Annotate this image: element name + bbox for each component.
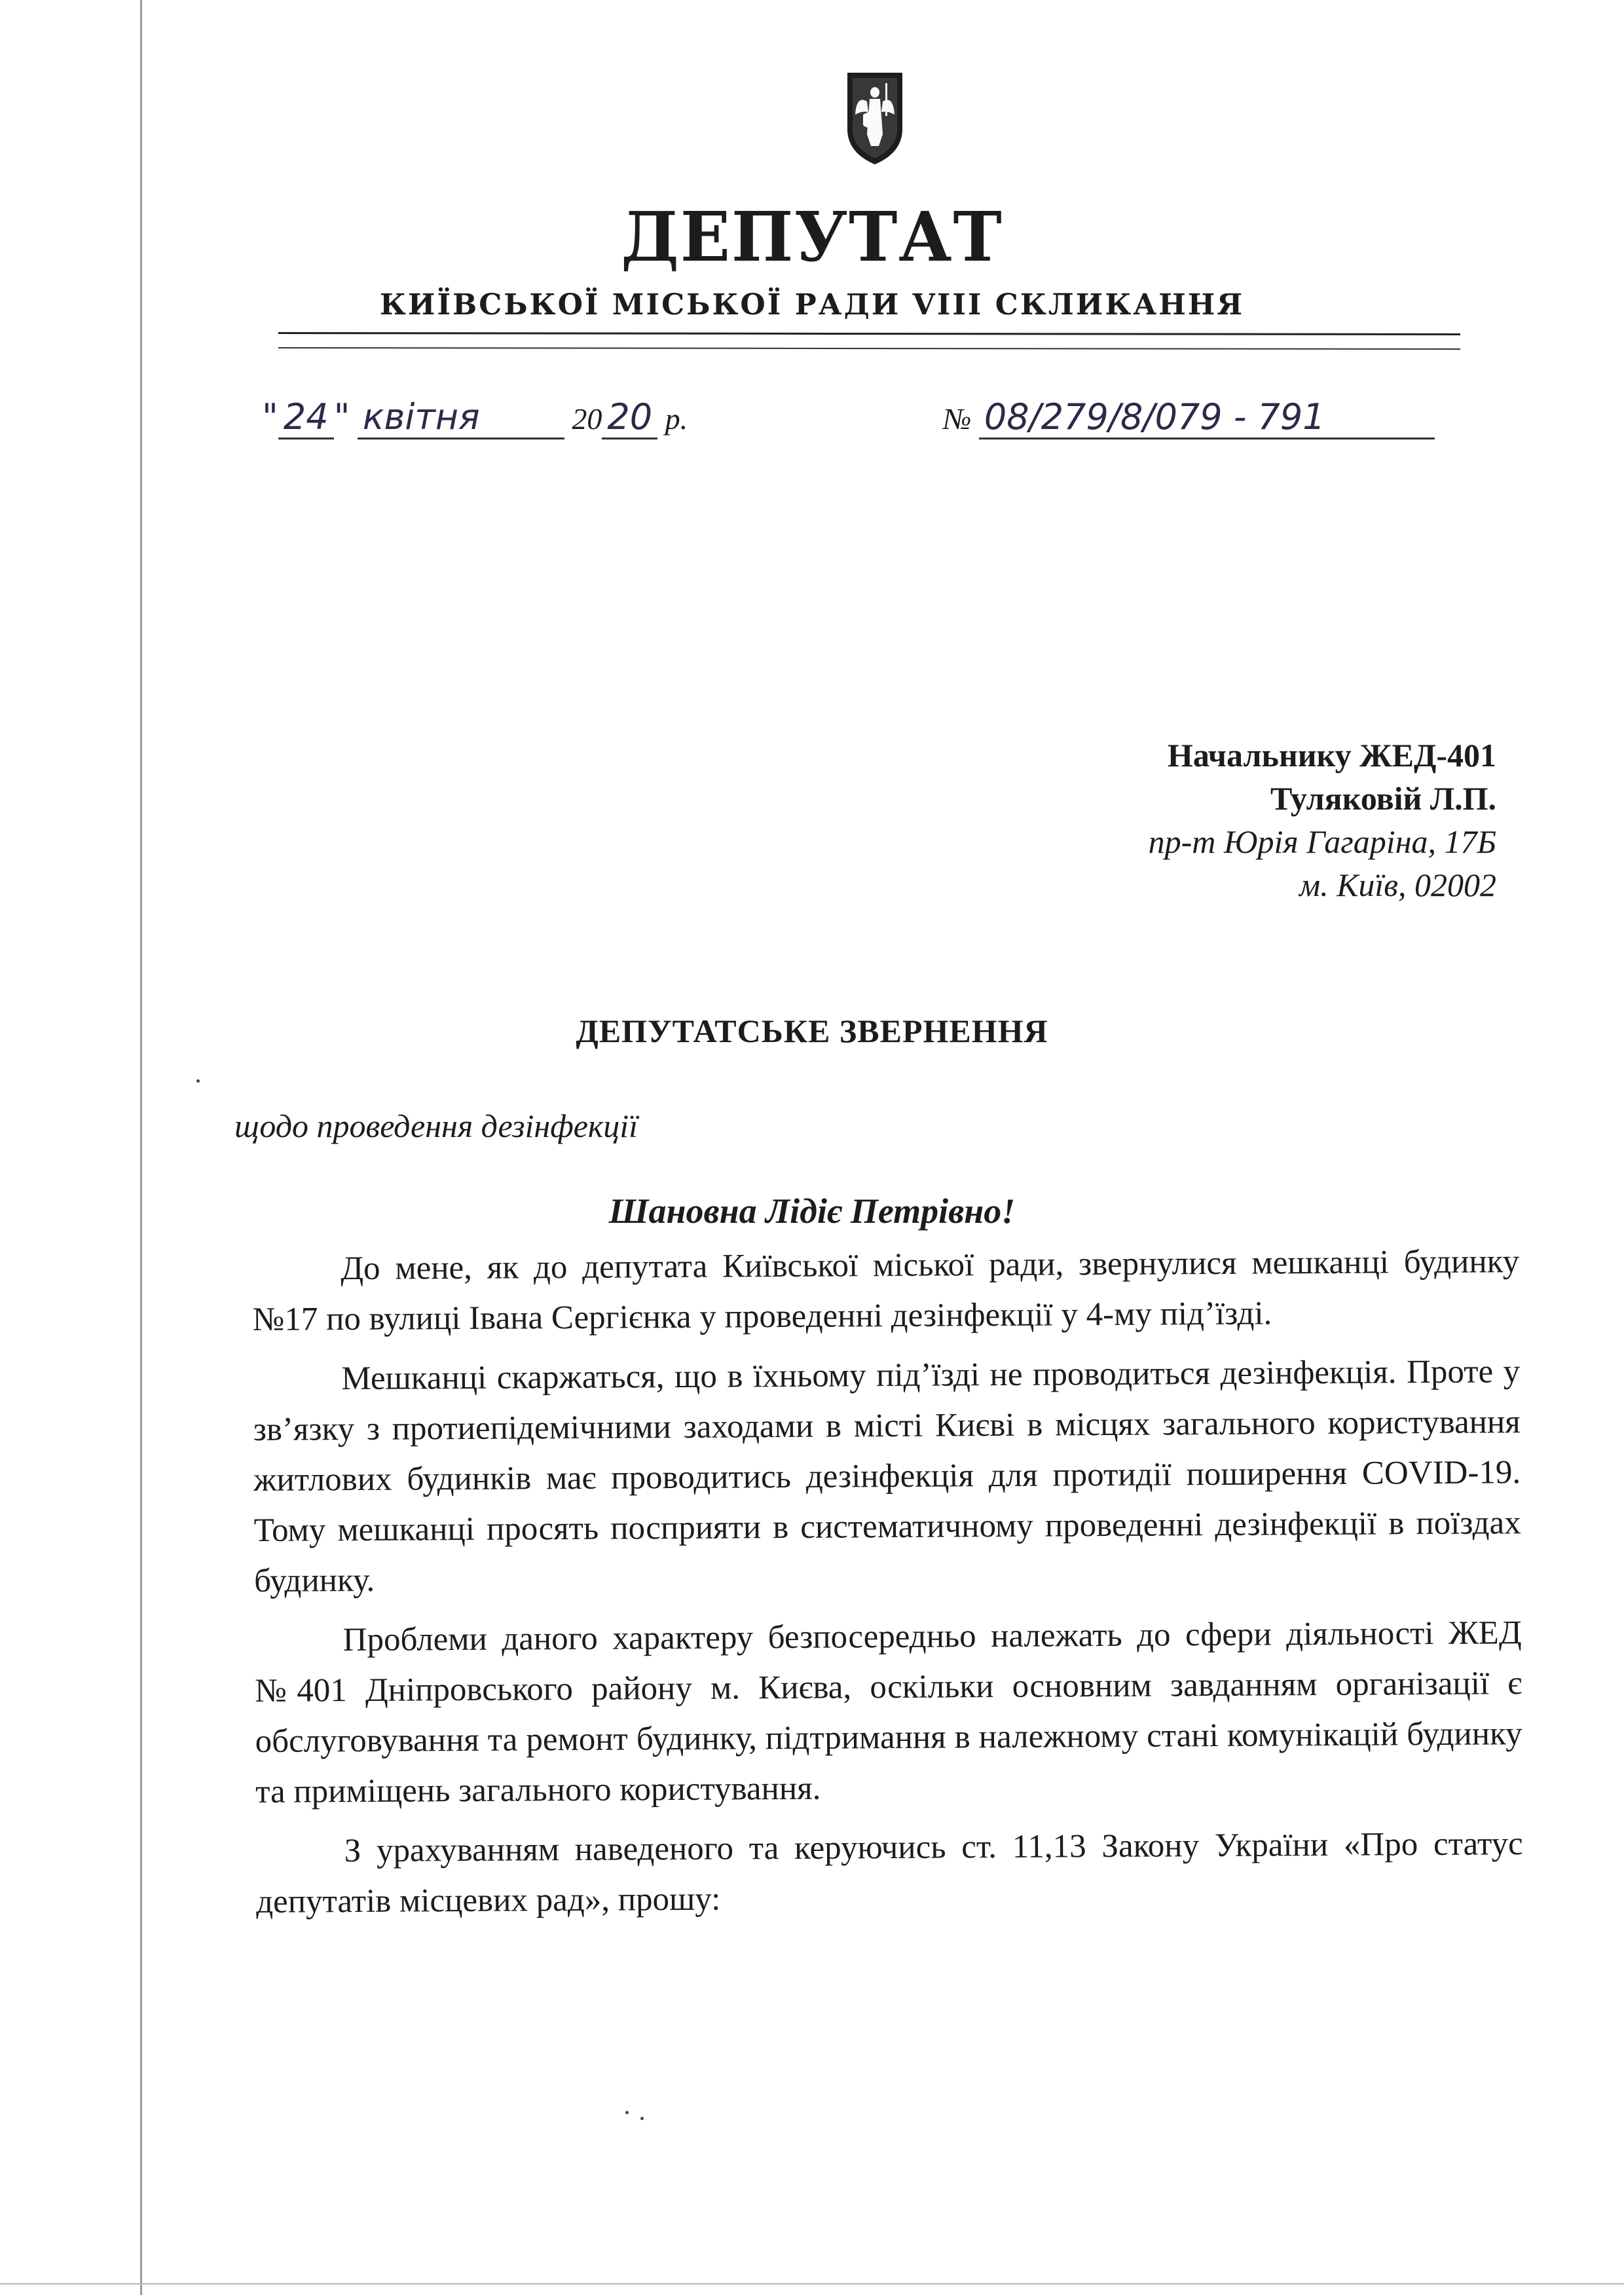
salutation: Шановна Лідіє Петрівно! (608, 1191, 1016, 1231)
registration-line (943, 396, 1435, 439)
kyiv-coat-of-arms-icon (843, 69, 906, 167)
document-subject: щодо проведення дезінфекції (234, 1108, 638, 1144)
registration-prefix: № (943, 402, 972, 436)
header-rule-bottom (278, 347, 1460, 350)
date-year-prefix: 20 (572, 402, 602, 436)
addressee-block (1149, 734, 1496, 906)
body-paragraph: До мене, як до депутата Київської міської ради, звернулися мешканці будинку №17 по вулиці Івана Сергієнка у проведенні дезінфекції у 4-му під’їзді. (252, 1243, 1520, 1338)
body-paragraph: З урахуванням наведеного та керуючись ст. 11,13 Закону України «Про статус депутатів місцевих рад», прошу: (255, 1825, 1523, 1920)
scan-speck (625, 2111, 629, 2114)
date-year-suffix: 20 (602, 396, 657, 439)
scan-speck (196, 1079, 200, 1083)
addressee-city: м. Київ, 02002 (1299, 867, 1496, 903)
header-rule-top (278, 332, 1460, 335)
scan-left-edge (140, 0, 142, 2295)
scan-bottom-edge (0, 2283, 1624, 2285)
registration-number: 08/279/8/079 - 791 (979, 396, 1435, 439)
addressee-name: Туляковій Л.П. (1270, 780, 1496, 817)
date-month: квітня (358, 396, 564, 439)
date-open-quote: " (262, 396, 278, 438)
document-header-subtitle: КИЇВСЬКОЇ МІСЬКОЇ РАДИ VIII СКЛИКАННЯ (379, 288, 1245, 322)
scan-speck (640, 2117, 644, 2120)
date-day: 24 (278, 396, 334, 439)
date-close-quote: " (333, 396, 350, 438)
document-header-title: ДЕПУТАТ (621, 196, 1003, 277)
document-body (252, 1237, 1523, 1937)
addressee-position: Начальнику ЖЕД-401 (1167, 737, 1496, 774)
body-paragraph: Мешканці скаржаться, що в їхньому під’їзді не проводиться дезінфекція. Проте у зв’язку з протиепідемічними заходами в місті Києві в місцях загального користування житлових будинків має проводитись дезінфекція для протидії поширення COVID-19. Тому мешканці просять посприяти в систематичному проведенні дезінфекції в поїздах будинку. (253, 1353, 1521, 1599)
document-title: ДЕПУТАТСЬКЕ ЗВЕРНЕННЯ (576, 1013, 1048, 1049)
body-paragraph: Проблеми даного характеру безпосередньо належать до сфери діяльності ЖЕД №401 Дніпровського району м. Києва, оскільки основним завданням організації є обслуговування та ремонт будинку, підтримання в належному стані комунікацій будинку та приміщень загального користування. (254, 1614, 1522, 1810)
date-year-unit: р. (665, 402, 688, 436)
date-line (262, 396, 688, 439)
addressee-street: пр-т Юрія Гагаріна, 17Б (1148, 823, 1496, 860)
